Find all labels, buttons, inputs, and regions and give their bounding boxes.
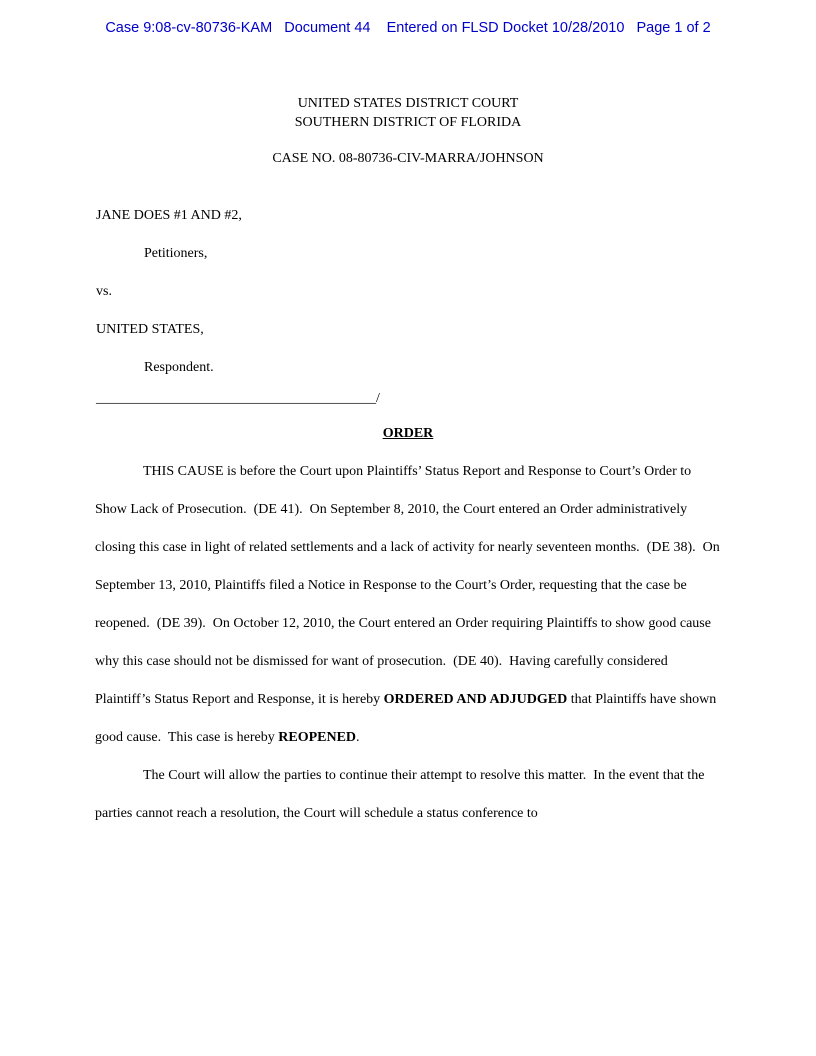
order-text: that Plaintiffs have shown good cause. This case is hereby <box>95 692 720 745</box>
case-number: CASE NO. 08-80736-CIV-MARRA/JOHNSON <box>272 151 544 166</box>
order-body <box>95 453 724 833</box>
order-text: The Court will allow the parties to continue their attempt to resolve this matter. In the event that the parties cannot reach a resolution, the Court will schedule a status conference to <box>95 768 708 821</box>
petitioner-role: Petitioners, <box>144 246 208 261</box>
order-title: ORDER <box>382 426 434 441</box>
court-name-line2: SOUTHERN DISTRICT OF FLORIDA <box>294 115 522 130</box>
case-caption <box>96 197 720 411</box>
order-bold-text: REOPENED <box>278 730 357 745</box>
respondent-role: Respondent. <box>144 360 214 375</box>
order-title-line <box>0 423 816 445</box>
caption-separator-line: ________________________________________/ <box>96 391 380 406</box>
court-name-line1: UNITED STATES DISTRICT COURT <box>297 96 519 111</box>
petitioner-name: JANE DOES #1 AND #2, <box>96 208 242 223</box>
versus-label: vs. <box>96 284 112 299</box>
respondent-name: UNITED STATES, <box>96 322 204 337</box>
order-paragraph <box>95 453 724 757</box>
order-bold-text: ORDERED AND ADJUDGED <box>383 692 568 707</box>
order-text: THIS CAUSE is before the Court upon Plaintiffs’ Status Report and Response to Court’s Order to Show Lack of Prosecution. (DE 41). On September 8, 2010, the Court entered an Order administratively closing this case in light of related settlements and a lack of activity for nearly seventeen months. (DE 38). On September 13, 2010, Plaintiffs filed a Notice in Response to the Court’s Order, requesting that the case be reopened. (DE 39). On October 12, 2010, the Court entered an Order requiring Plaintiffs to show good cause why this case should not be dismissed for want of prosecution. (DE 40). Having carefully considered Plaintiff’s Status Report and Response, it is hereby <box>95 464 724 707</box>
court-name-block <box>0 94 816 132</box>
order-text: . <box>356 730 360 745</box>
order-paragraph <box>95 757 721 833</box>
docket-stamp-header: Case 9:08-cv-80736-KAM Document 44 Entered on FLSD Docket 10/28/2010 Page 1 of 2 <box>105 20 711 36</box>
